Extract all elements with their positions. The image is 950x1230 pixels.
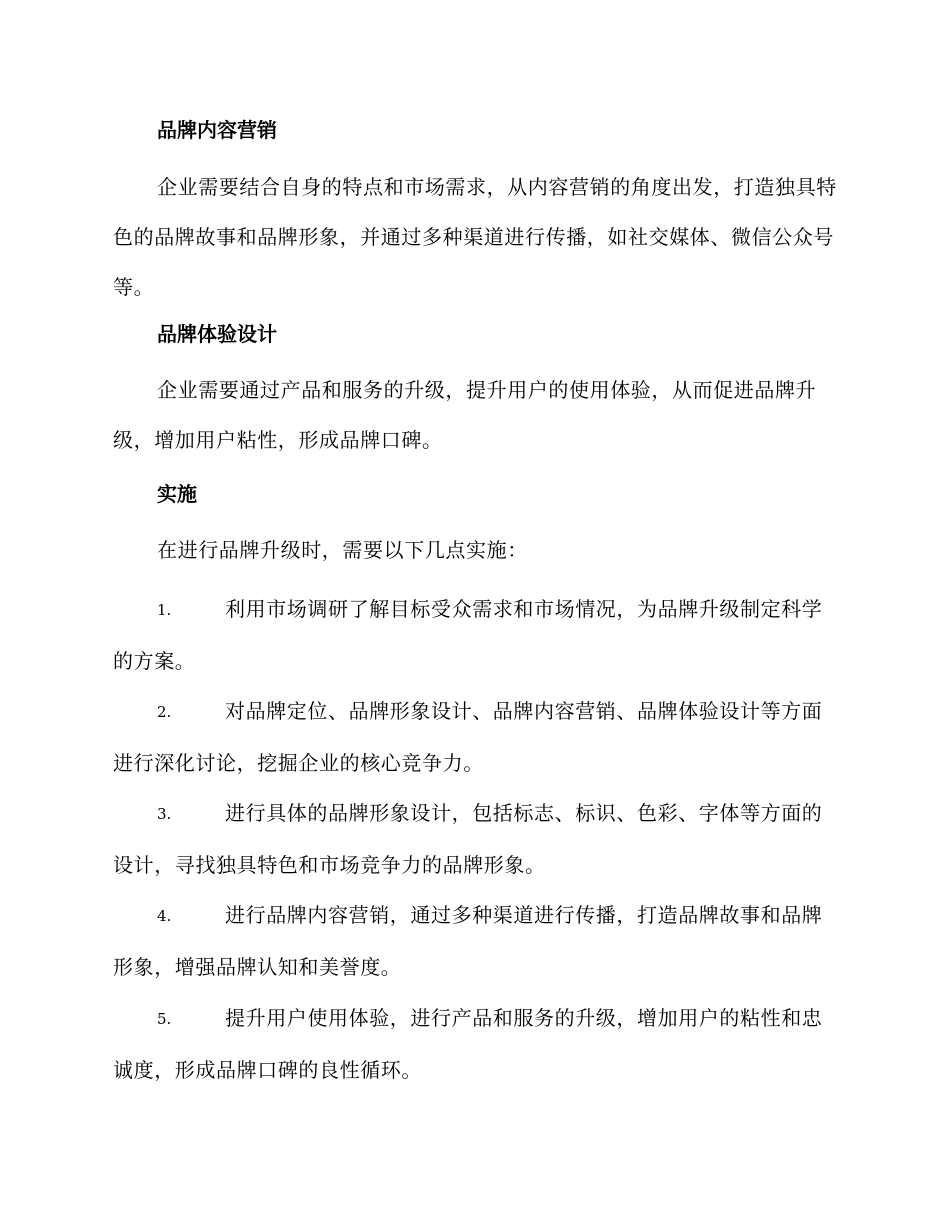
list-item-text: 进行具体的品牌形象设计，包括标志、标识、色彩、字体等方面的设计，寻找独具特色和市场竞争力的品牌形象。 xyxy=(113,801,823,877)
list-item-number: 3. xyxy=(157,805,172,823)
list-item xyxy=(113,993,838,1096)
section-body-experience-design: 企业需要通过产品和服务的升级，提升用户的使用体验，从而促进品牌升级，增加用户粘性，形成品牌口碑。 xyxy=(113,378,817,452)
list-item-number: 1. xyxy=(157,601,172,619)
list-item-text: 进行品牌内容营销，通过多种渠道进行传播，打造品牌故事和品牌形象，增强品牌认知和美誉度。 xyxy=(113,903,823,979)
list-item-text: 利用市场调研了解目标受众需求和市场情况，为品牌升级制定科学的方案。 xyxy=(113,597,823,673)
section-heading-experience-design: 品牌体验设计 xyxy=(157,322,277,346)
list-item-number: 5. xyxy=(157,1010,172,1028)
list-item xyxy=(113,584,838,687)
list-item-text: 对品牌定位、品牌形象设计、品牌内容营销、品牌体验设计等方面进行深化讨论，挖掘企业的核心竞争力。 xyxy=(113,699,823,775)
list-item-number: 2. xyxy=(157,703,172,721)
list-item xyxy=(113,788,838,891)
list-item-number: 4. xyxy=(157,907,172,925)
list-item xyxy=(113,890,838,993)
section-body-content-marketing: 企业需要结合自身的特点和市场需求，从内容营销的角度出发，打造独具特色的品牌故事和品牌形象，并通过多种渠道进行传播，如社交媒体、微信公众号等。 xyxy=(113,175,837,299)
section-heading-implementation: 实施 xyxy=(157,482,197,506)
section-heading-content-marketing: 品牌内容营销 xyxy=(157,118,277,142)
section-body-implementation: 在进行品牌升级时，需要以下几点实施： xyxy=(157,538,528,562)
list-item-text: 提升用户使用体验，进行产品和服务的升级，增加用户的粘性和忠诚度，形成品牌口碑的良性循环。 xyxy=(113,1006,823,1082)
list-item xyxy=(113,686,838,789)
